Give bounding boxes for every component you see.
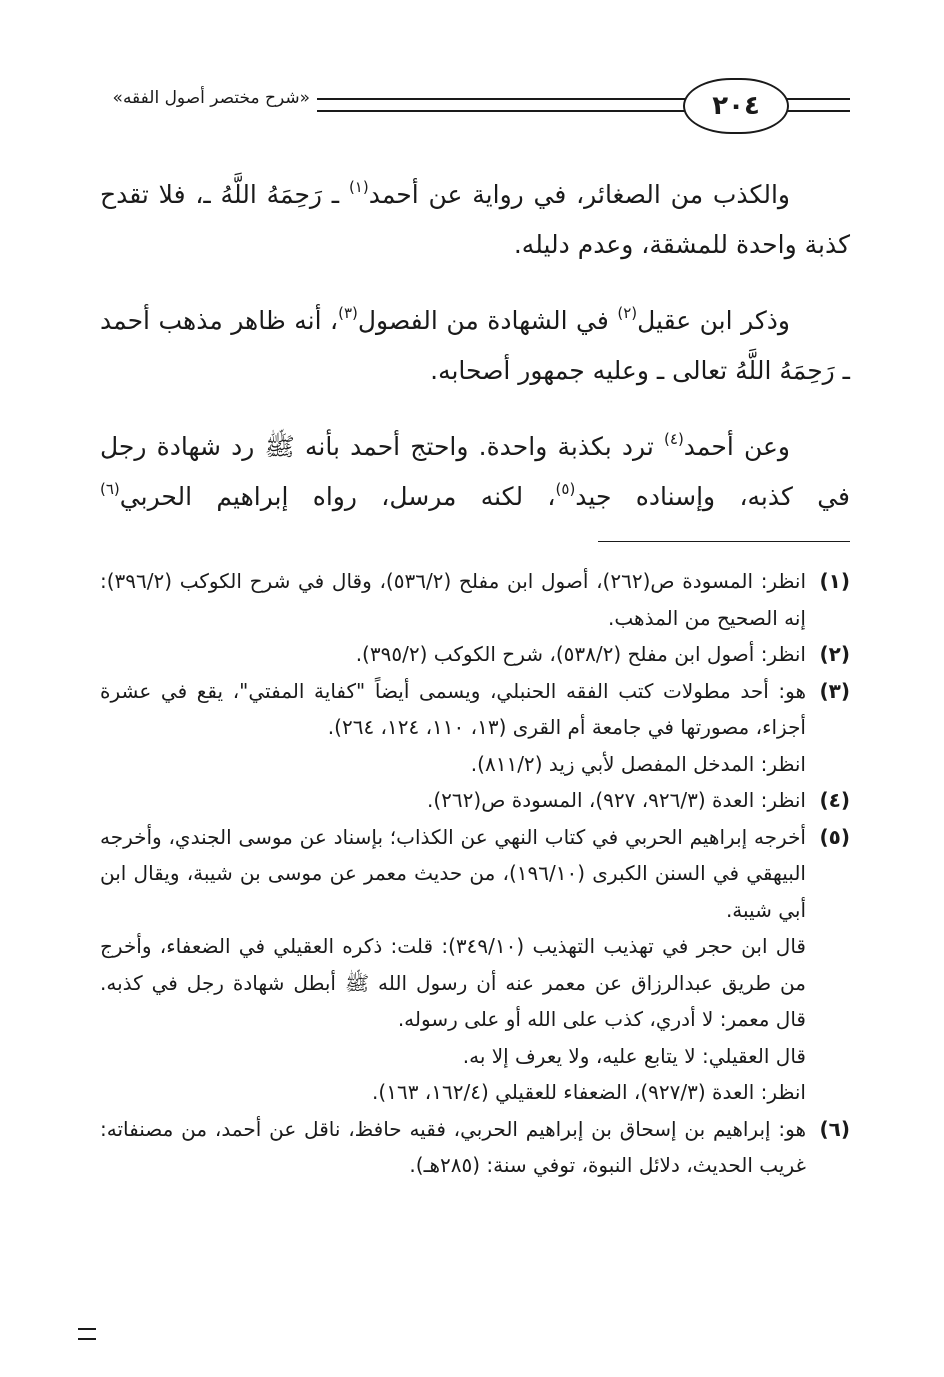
footnote-text: انظر: المسودة ص(٢٦٢)، أصول ابن مفلح (٥٣٦/٢)، وقال في شرح الكوكب (٣٩٦/٢): إنه الصحيح من المذهب.	[100, 569, 807, 630]
footnote-text: هو: إبراهيم بن إسحاق بن إبراهيم الحربي، فقيه حافظ، ناقل عن أحمد، من مصنفاته: غريب الحديث، دلائل النبوة، توفي سنة: (٢٨٥هـ).	[100, 1116, 806, 1177]
footnote-body	[100, 636, 806, 673]
footnote	[100, 673, 850, 783]
paragraph	[100, 422, 850, 522]
footnote-text: انظر: العدة (٩٢٦/٣، ٩٢٧)، المسودة ص(٢٦٢).	[426, 788, 806, 812]
footnote-reference: (١)	[348, 178, 369, 196]
running-title: «شرح مختصر أصول الفقه»	[112, 88, 310, 108]
footnote-text: انظر: العدة (٩٢٧/٣)، الضعفاء للعقيلي (١٦٢/٤، ١٦٣).	[372, 1080, 806, 1104]
footnote	[100, 1111, 850, 1184]
paragraph-text: في الشهادة من الفصول	[357, 306, 618, 335]
paragraph-text: وعن أحمد	[683, 432, 790, 461]
main-text	[100, 170, 850, 548]
page-number: ٢٠٤	[683, 78, 789, 134]
footnote	[100, 636, 850, 673]
footnote-number: (٤)	[819, 788, 850, 812]
footnote-number: (٣)	[819, 678, 850, 703]
footnote-text: انظر: أصول ابن مفلح (٥٣٨/٢)، شرح الكوكب (٣٩٥/٢).	[355, 642, 806, 666]
header-rule-right	[790, 98, 850, 112]
footnote-number: (٦)	[819, 1116, 850, 1141]
paragraph-text: ، أنه ظاهر مذهب أحمد ـ رَحِمَهُ اللَّهُ تعالى ـ وعليه جمهور أصحابه.	[100, 306, 850, 385]
footnote-body	[100, 673, 806, 783]
footnote-text: انظر: المدخل المفصل لأبي زيد (٨١١/٢).	[470, 751, 806, 776]
paragraph-text: ترد بكذبة واحدة. واحتج أحمد بأنه ﷺ رد شهادة رجل في كذبه، وإسناده جيد	[100, 432, 851, 511]
footnote-number: (٥)	[819, 824, 850, 849]
paragraph	[100, 296, 850, 396]
paragraph-text: ، لكنه مرسل، رواه إبراهيم الحربي	[119, 482, 556, 511]
footnote-text: هو: أحد مطولات كتب الفقه الحنبلي، ويسمى أيضاً "كفاية المفتي"، يقع في عشرة أجزاء، مصورتها في جامعة أم القرى (١٣، ١١٠، ١٢٤، ٢٦٤).	[100, 678, 806, 739]
footnote-reference: (٣)	[338, 304, 358, 322]
footnote-body	[100, 1111, 806, 1184]
footnote-body	[100, 782, 806, 819]
footnote-reference: (٢)	[617, 304, 638, 322]
continuation-mark	[78, 1328, 96, 1340]
paragraph-text: والكذب من الصغائر، في رواية عن أحمد	[368, 180, 790, 209]
footnote	[100, 819, 850, 1111]
paragraph-text: وذكر ابن عقيل	[637, 306, 790, 335]
footnote-text: قال العقيلي: لا يتابع عليه، ولا يعرف إلا به.	[462, 1043, 806, 1068]
paragraph	[100, 170, 850, 270]
footnote-number: (١)	[819, 569, 850, 593]
footnote-body	[100, 563, 806, 636]
paragraph-text: ـ رَحِمَهُ اللَّهُ ـ، فلا تقدح كذبة واحدة للمشقة، وعدم دليله.	[100, 180, 850, 259]
footnote-text: قال ابن حجر في تهذيب التهذيب (٣٤٩/١٠): قلت: ذكره العقيلي في الضعفاء، وأخرج من طريق عبدالرزاق عن معمر عنه أن رسول الله ﷺ أبطل شهادة رجل في كذبه. قال معمر: لا أدري، كذب على الله أو على رسوله.	[100, 934, 806, 1031]
page-header	[95, 72, 850, 136]
footnote-separator	[598, 541, 850, 542]
footnotes	[100, 563, 850, 1184]
footnote-reference: (٤)	[664, 430, 684, 448]
footnote	[100, 563, 850, 636]
footnote-number: (٢)	[819, 642, 850, 666]
footnote-reference: (٥)	[555, 480, 576, 498]
footnote	[100, 782, 850, 819]
footnote-body	[100, 819, 806, 1111]
footnote-text: أخرجه إبراهيم الحربي في كتاب النهي عن الكذاب؛ بإسناد عن موسى الجندي، وأخرجه البيهقي في السنن الكبرى (١٩٦/١٠)، من حديث معمر عن موسى بن شيبة، ويقال ابن أبي شيبة.	[100, 824, 806, 922]
footnote-reference: (٦)	[100, 480, 120, 498]
